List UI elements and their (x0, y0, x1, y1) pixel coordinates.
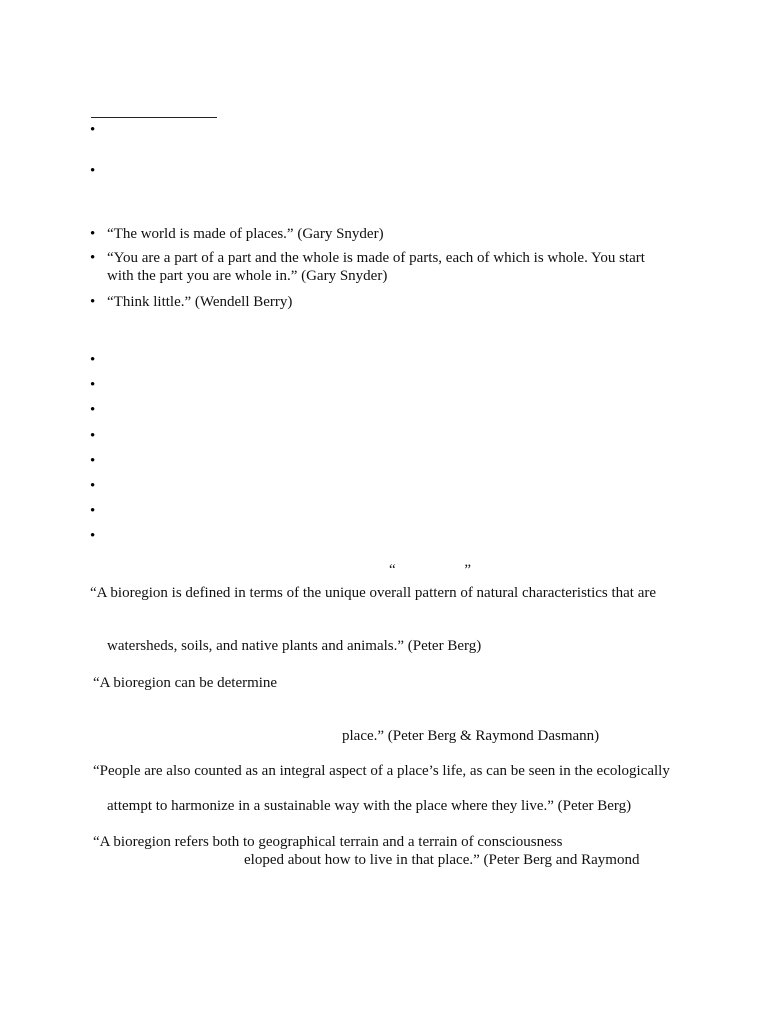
paragraph-bioregion-defined-line1: “A bioregion is defined in terms of the unique overall pattern of natural characteristics that are (90, 585, 657, 601)
bullet-empty-1: • (90, 122, 96, 138)
bullet-quote-2: • (90, 250, 96, 266)
paragraph-people-counted-line1: “People are also counted as an integral aspect of a place’s life, as can be seen in the ecologically (93, 763, 670, 779)
bullet-empty-7: • (90, 453, 96, 469)
close-quote-mark: ” (464, 562, 471, 578)
bullet-empty-10: • (90, 528, 96, 544)
bullet-empty-2: • (90, 163, 96, 179)
section-heading-quotes (389, 561, 471, 579)
quote-part-of-a-part-line1: “You are a part of a part and the whole is made of parts, each of which is whole. You start (107, 250, 645, 266)
bullet-empty-3: • (90, 352, 96, 368)
bullet-empty-5: • (90, 402, 96, 418)
paragraph-bioregion-determined-line1: “A bioregion can be determine (93, 675, 278, 691)
bullet-empty-9: • (90, 503, 96, 519)
bullet-empty-8: • (90, 478, 96, 494)
paragraph-terrain-consciousness-line2: eloped about how to live in that place.” (Peter Berg and Raymond (244, 852, 640, 868)
bullet-empty-4: • (90, 377, 96, 393)
paragraph-bioregion-defined-line2: watersheds, soils, and native plants and animals.” (Peter Berg) (107, 638, 482, 654)
quote-part-of-a-part-line2: with the part you are whole in.” (Gary Snyder) (107, 268, 388, 284)
bullet-empty-6: • (90, 428, 96, 444)
bullet-quote-1: • (90, 226, 96, 242)
paragraph-terrain-consciousness-line1: “A bioregion refers both to geographical terrain and a terrain of consciousness (93, 834, 563, 850)
quote-world-made-of-places: “The world is made of places.” (Gary Snyder) (107, 226, 384, 242)
heading-underline (91, 117, 217, 118)
open-quote-mark: “ (389, 562, 396, 578)
paragraph-people-counted-line2: attempt to harmonize in a sustainable way with the place where they live.” (Peter Berg) (107, 798, 632, 814)
quote-think-little: “Think little.” (Wendell Berry) (107, 294, 293, 310)
bullet-quote-3: • (90, 294, 96, 310)
paragraph-bioregion-determined-line2: place.” (Peter Berg & Raymond Dasmann) (342, 728, 600, 744)
